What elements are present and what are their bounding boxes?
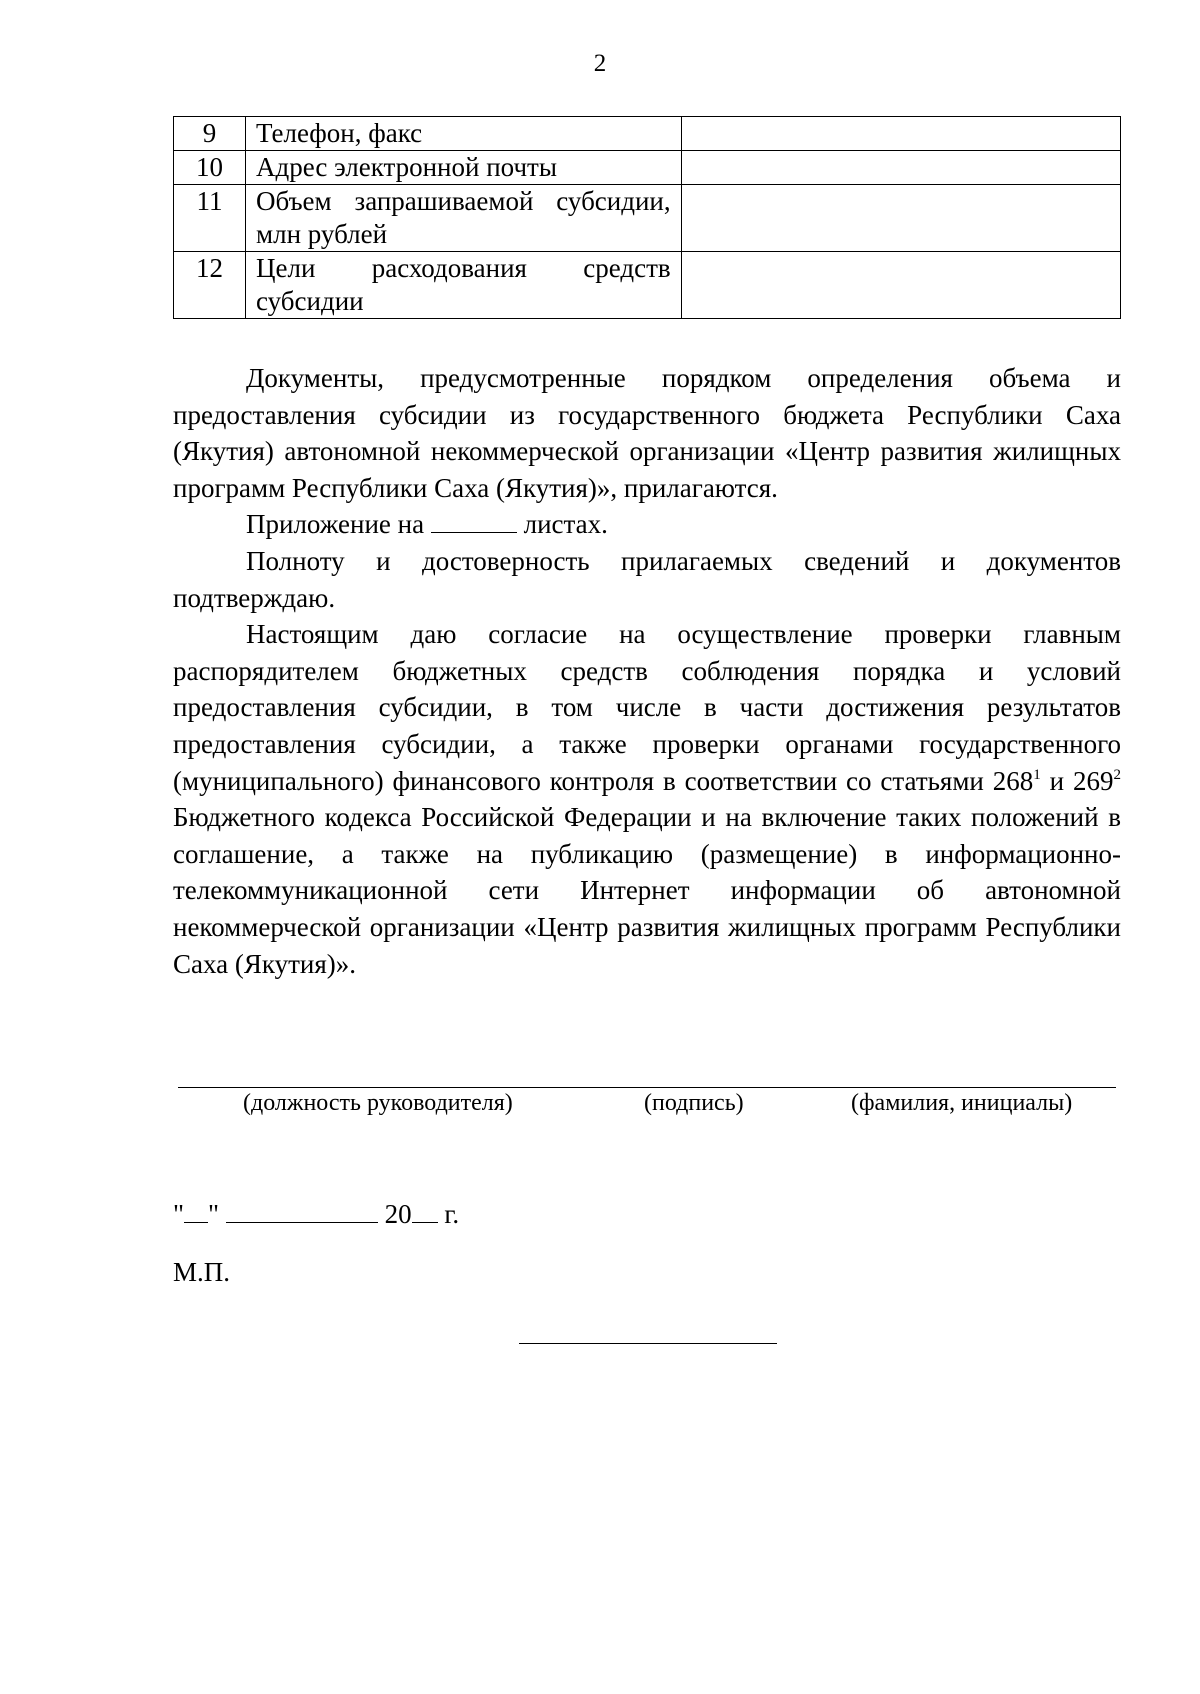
date-open-quote: " [173, 1199, 185, 1229]
body-text [173, 360, 1121, 982]
row-label: Объем запрашиваемой субсидии, млн рублей [246, 185, 682, 252]
documents-paragraph: Документы, предусмотренные порядком определения объема и предоставления субсидии из государственного бюджета Республики Саха (Якутия) автономной некоммерческой организации «Центр развития жилищных программ Республики Саха (Якутия)», прилагаются. [173, 363, 1121, 503]
row-label: Цели расходования средств субсидии [246, 252, 682, 319]
table-row [174, 185, 1121, 252]
consent-text-part2: и 269 [1040, 765, 1114, 796]
sheet-count-blank[interactable] [431, 510, 517, 533]
appendix-paragraph [173, 506, 1121, 543]
year-suffix: г. [437, 1199, 460, 1229]
row-number: 9 [174, 117, 246, 151]
name-caption: (фамилия, инициалы) [851, 1090, 1073, 1116]
application-form-table [173, 116, 1121, 319]
row-value-cell[interactable] [681, 252, 1120, 319]
table-row [174, 117, 1121, 151]
stamp-label: М.П. [173, 1257, 231, 1287]
footnote-superscript: 2 [1113, 766, 1122, 783]
year-blank[interactable] [412, 1198, 438, 1223]
appendix-label: Приложение на [246, 509, 425, 540]
row-number: 10 [174, 151, 246, 185]
date-close-quote: " [208, 1199, 220, 1229]
signature-caption: (подпись) [644, 1090, 744, 1116]
month-blank[interactable] [226, 1198, 378, 1223]
confirmation-paragraph: Полноту и достоверность прилагаемых сведений и документов подтверждаю. [173, 545, 1121, 613]
table-row [174, 252, 1121, 319]
year-prefix: 20 [384, 1199, 412, 1229]
row-value-cell[interactable] [681, 117, 1120, 151]
day-blank[interactable] [184, 1198, 208, 1223]
signature-line[interactable] [178, 1087, 1116, 1088]
appendix-suffix: листах. [523, 509, 608, 540]
consent-paragraph [173, 616, 1121, 982]
footnote-superscript: 1 [1033, 766, 1041, 783]
row-value-cell[interactable] [681, 151, 1120, 185]
date-line [173, 1198, 459, 1230]
consent-text-part3: Бюджетного кодекса Российской Федерации и на включение таких положений в соглашение, а также на публикацию (размещение) в информационно-телекоммуникационной сети Интернет информации об автономной некоммерческой организации «Центр развития жилищных программ Республики Саха (Якутия)». [173, 802, 1121, 979]
position-caption: (должность руководителя) [243, 1090, 513, 1116]
end-separator-line [519, 1343, 777, 1344]
row-value-cell[interactable] [681, 185, 1120, 252]
row-label: Телефон, факс [246, 117, 682, 151]
row-label: Адрес электронной почты [246, 151, 682, 185]
row-number: 11 [174, 185, 246, 252]
table-row [174, 151, 1121, 185]
row-number: 12 [174, 252, 246, 319]
consent-text-part1: Настоящим даю согласие на осуществление проверки главным распорядителем бюджетных средств соблюдения порядка и условий предоставления субсидии, в том числе в части достижения результатов предоставления субсидии, а также проверки органами государственного (муниципального) финансового контроля в соответствии со статьями 268 [173, 619, 1121, 796]
page-number: 2 [593, 50, 607, 77]
